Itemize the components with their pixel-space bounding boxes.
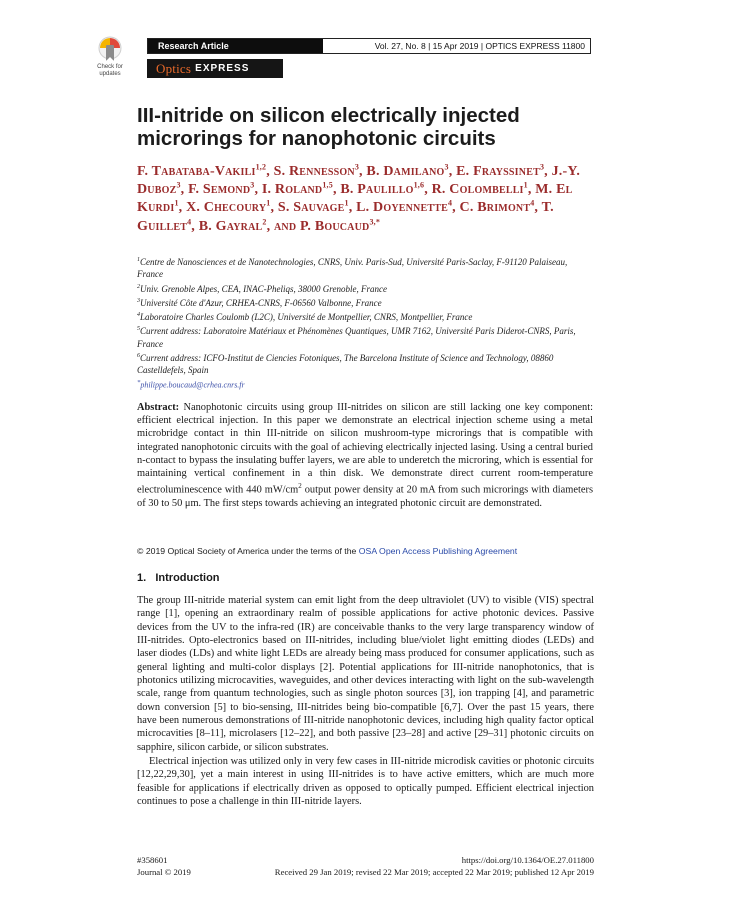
section-number: 1. — [137, 572, 147, 584]
author-affiliation-mark: 1,6 — [413, 180, 425, 190]
author-name: M. El Kurdi — [137, 182, 573, 216]
author-affiliation-mark: 3 — [176, 180, 181, 190]
affiliation-text: Current address: Laboratoire Matériaux et Phénomènes Quantiques, UMR 7162, Université Paris Diderot-CNRS, Paris, France — [137, 326, 576, 349]
affiliation-text: Univ. Grenoble Alpes, CEA, INAC-Pheliqs, 38000 Grenoble, France — [140, 283, 387, 294]
check-for-updates-badge[interactable] — [88, 36, 132, 80]
intro-paragraph-1: The group III-nitride material system can emit light from the deep ultraviolet (UV) to visible (VIS) spectral range [1], opening an extraordinary realm of possible applications for active photonic devices. Passive devices from the UV to the infra-red (IR) are conceivable thanks to the very large transparency window of III-nitrides. Opto-electronics based on III-nitrides, including blue/violet light emitting diodes (LEDs) and laser diodes (LDs) and white light LEDs are already being mass produced for consumer applications, such as general lighting and multi-color displays [2]. Potential applications for III-nitride nanophotonics, that is photonics utilizing microcavities, waveguides, and other devices interacting with light on the sub-wavelength scale, range from quantum technologies, such as single photon sources [3], ion trapping [4], and parametric down conversion [5] to bio-sensing, III-nitrides being bio-compatible [6,7]. Over the past 15 years, there have been numerous demonstrations of III-nitride nanophotonic devices, including high quality factor optical microcavities [8–11], microlasers [12–22], and both passive [23–28] and active [29–31] photonic circuits on sapphire, silicon carbide, or silicon substrates. — [137, 595, 594, 753]
affiliation-item — [137, 309, 587, 323]
author-affiliation-mark: 1,2 — [255, 162, 267, 172]
author-affiliation-mark: 1 — [174, 198, 179, 208]
abstract — [137, 401, 593, 510]
affiliation-item — [137, 295, 587, 309]
affiliation-text: Université Côte d'Azur, CRHEA-CNRS, F-06560 Valbonne, France — [140, 297, 382, 308]
author-affiliation-mark: 4 — [187, 216, 192, 226]
affiliations — [137, 254, 587, 392]
author-name: C. Brimont — [459, 200, 531, 216]
author-name: B. Damilano — [366, 164, 445, 179]
copyright-notice — [137, 546, 517, 556]
badge-line-1: Check for — [97, 64, 123, 70]
introduction-body — [137, 594, 594, 809]
badge-text — [88, 64, 132, 78]
author-name: T. Guillet — [137, 200, 554, 234]
author-name: F. Tabataba-Vakili — [137, 164, 256, 179]
publication-dates: Received 29 Jan 2019; revised 22 Mar 2019; accepted 22 Mar 2019; published 12 Apr 2019 — [274, 866, 594, 877]
abstract-text: Nanophotonic circuits using group III-nitrides on silicon are still lacking one key component: efficient electrical injection. In this paper we demonstrate an electrical injection scheme using a metal microbridge contact in thin III-nitride on silicon mushroom-type microrings that is compatible with integrated nanophotonic circuits with the goal of achieving electrically injected lasing. Using a central buried n-contact to bypass the insulating buffer layers, we are able to underetch the microring, which is essential for maintaining vertical confinement in a thin disk. We demonstrate direct current room-temperature electroluminescence with 440 mW/cm — [137, 402, 593, 496]
author-affiliation-mark: 4 — [530, 198, 535, 208]
abstract-sup: 2 — [298, 482, 302, 491]
page-footer — [137, 855, 594, 878]
author-name: B. Paulillo — [340, 182, 414, 198]
copyright-text: © 2019 Optical Society of America under the terms of the — [137, 546, 359, 556]
header-bar — [147, 38, 591, 54]
author-affiliation-mark: 3 — [444, 162, 449, 172]
author-name: R. Colombelli — [431, 182, 524, 198]
affiliation-number: 2 — [137, 283, 140, 290]
author-affiliation-mark: 1 — [523, 180, 528, 190]
abstract-text-end: output power density at 20 mA from such microrings with diameters of 30 to 50 μm. The first steps towards achieving an integrated photonic circuit are demonstrated. — [137, 484, 593, 509]
journal-copyright: Journal © 2019 — [137, 866, 191, 877]
author-name: E. Frayssinet — [456, 164, 540, 179]
paper-title: III-nitride on silicon electrically injected microrings for nanophotonic circuits — [137, 104, 520, 150]
author-affiliation-mark: 3 — [354, 162, 360, 172]
journal-header — [147, 38, 591, 78]
section-title: Introduction — [155, 572, 220, 584]
author-affiliation-mark: 3 — [539, 162, 545, 172]
author-affiliation-mark: 1 — [266, 198, 271, 208]
article-type-label: Research Article — [148, 39, 323, 53]
affiliation-number: 3 — [137, 297, 140, 304]
author-affiliation-mark: 3,* — [369, 216, 381, 226]
citation-line: Vol. 27, No. 8 | 15 Apr 2019 | OPTICS EXPRESS 11800 — [374, 41, 585, 51]
journal-logo-optics: Optics — [156, 60, 192, 76]
affiliation-item — [137, 281, 587, 295]
affiliation-item — [137, 323, 587, 350]
affiliation-item — [137, 350, 587, 377]
email-address[interactable]: philippe.boucaud@crhea.cnrs.fr — [140, 380, 245, 390]
email-mark: * — [137, 378, 141, 386]
author-name: L. Doyennette — [356, 200, 448, 216]
manuscript-id: #358601 — [137, 855, 168, 865]
abstract-label: Abstract: — [137, 402, 180, 413]
author-affiliation-mark: 4 — [447, 198, 453, 208]
affiliation-number: 1 — [137, 257, 140, 263]
author-affiliation-mark: 2 — [262, 216, 267, 226]
author-name: S. Rennesson — [273, 164, 355, 179]
affiliation-number: 5 — [137, 326, 140, 333]
section-heading — [137, 572, 220, 584]
affiliation-text: Laboratoire Charles Coulomb (L2C), Université de Montpellier, CNRS, Montpellier, France — [140, 312, 473, 323]
intro-paragraph-2: Electrical injection was utilized only in very few cases in III-nitride microdisk cavities or photonic circuits [12,22,29,30], yet a main interest in using III-nitrides is to have active emitters, which are much more feasible for applications if electrically driven as opposed to optically pumped. Efficient electrical injection continues to pose a challenge in thin III-nitride layers. — [137, 756, 594, 808]
affiliation-text: Current address: ICFO-Institut de Ciencies Fotoniques, The Barcelona Institute of Science and Technology, 08860 Castelldefels, Spain — [137, 353, 554, 376]
author-name: F. Semond — [188, 182, 251, 198]
affiliation-text: Centre de Nanosciences et de Nanotechnologies, CNRS, Univ. Paris-Sud, Université Paris-Saclay, F-91120 Palaiseau, France — [137, 257, 568, 280]
author-name: and P. Boucaud — [273, 218, 370, 234]
author-affiliation-mark: 3 — [250, 180, 255, 190]
author-name: S. Sauvage — [277, 200, 345, 216]
author-name: X. Checoury — [186, 200, 267, 216]
corresponding-email[interactable] — [137, 377, 587, 392]
affiliation-number: 4 — [137, 312, 140, 319]
journal-logo — [147, 59, 283, 78]
author-affiliation-mark: 1,5 — [322, 180, 333, 190]
author-name: I. Roland — [261, 182, 323, 198]
affiliation-number: 6 — [137, 353, 140, 360]
affiliation-item — [137, 254, 587, 281]
check-for-updates-icon — [97, 36, 123, 64]
license-link[interactable]: OSA Open Access Publishing Agreement — [358, 546, 518, 556]
author-name: B. Gayral — [198, 218, 263, 234]
doi-link[interactable]: https://doi.org/10.1364/OE.27.011800 — [461, 855, 594, 865]
author-list: F. Tabataba-Vakili$^{1,2}$, S. Rennesson$^3$, B. Damilano$^3$, E. Frayssinet$^3$, J.-Y. Duboz$^3$, F. Semond$^3$, I. Roland$^{1,5}$, B. Paulillo$^{1,6}$, R. Colombelli$^1$, M. El Kurdi$^1$, X. Checoury$^1$, S. Sauvage$^1$, L. Doyennette$^4$, C. Brimont$^4$, T. Guillet$^4$, B. Gayral$^2$, and P. Boucaud$^{3,*}$ — [137, 162, 581, 234]
author-affiliation-mark: 1 — [344, 198, 349, 208]
journal-logo-express: EXPRESS — [195, 63, 250, 74]
badge-line-2: updates — [99, 71, 121, 77]
author-name: J.-Y. Duboz — [137, 164, 581, 198]
